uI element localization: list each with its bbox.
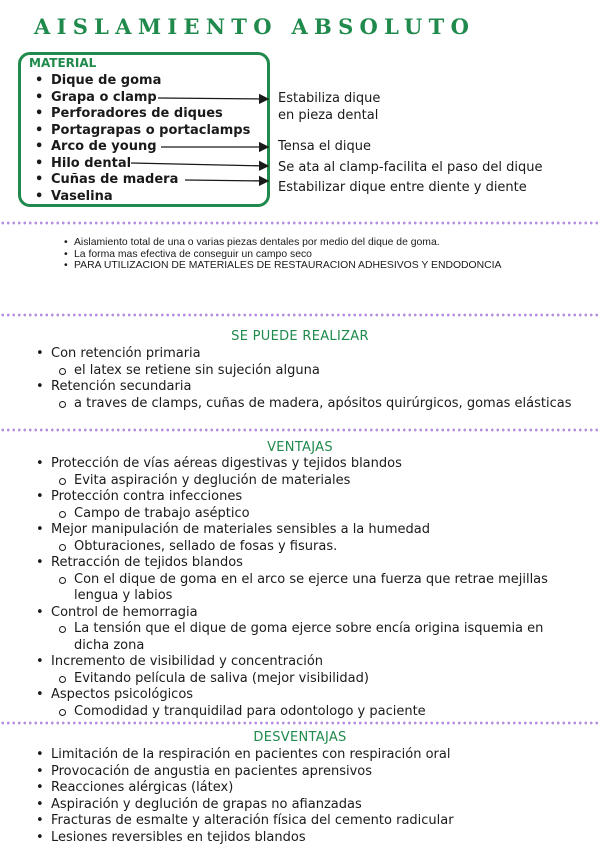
sub-item: La tensión que el dique de goma ejerce sobre encía origina isquemia en dicha zona: [34, 621, 574, 654]
sub-item: Campo de trabajo aséptico: [34, 506, 574, 523]
intro-item: • PARA UTILIZACION DE MATERIALES DE RESTAURACION ADHESIVOS Y ENDODONCIA: [62, 260, 532, 272]
sub-item: el latex se retiene sin sujeción alguna: [34, 363, 574, 380]
page-title: AISLAMIENTO ABSOLUTO: [34, 14, 476, 39]
ventajas-list: [34, 456, 574, 720]
sub-item: Evitando película de saliva (mejor visibilidad): [34, 671, 574, 688]
sub-item: a traves de clamps, cuñas de madera, apósitos quirúrgicos, gomas elásticas: [34, 396, 574, 413]
section-heading-realizar: SE PUEDE REALIZAR: [231, 329, 369, 344]
desventajas-list: [34, 747, 574, 846]
note-arco: Tensa el dique: [278, 139, 371, 154]
list-item: • Control de hemorragia: [34, 605, 574, 622]
list-item: • Aspiración y deglución de grapas no afianzadas: [34, 797, 574, 814]
divider: [0, 721, 600, 725]
material-item: • Portagrapas o portaclamps: [29, 123, 250, 140]
list-item: • Con retención primaria: [34, 346, 574, 363]
arrow-cunas: [185, 180, 268, 181]
material-item: • Hilo dental: [29, 156, 250, 173]
list-item: • Lesiones reversibles en tejidos blandos: [34, 830, 574, 847]
note-cunas: Estabilizar dique entre diente y diente: [278, 180, 527, 195]
note-grapa-1: Estabiliza dique: [278, 91, 381, 106]
list-item: • Reacciones alérgicas (látex): [34, 780, 574, 797]
list-item: • Aspectos psicológicos: [34, 687, 574, 704]
arrow-grapa: [158, 98, 268, 99]
list-item: • Protección de vías aéreas digestivas y tejidos blandos: [34, 456, 574, 473]
arrow-hilo: [131, 163, 268, 166]
list-item: • Retracción de tejidos blandos: [34, 555, 574, 572]
material-item: • Perforadores de diques: [29, 106, 250, 123]
material-item: • Vaselina: [29, 189, 250, 206]
realizar-list: [34, 346, 574, 412]
divider: [0, 313, 600, 317]
list-item: • Mejor manipulación de materiales sensibles a la humedad: [34, 522, 574, 539]
note-grapa-2: en pieza dental: [278, 108, 379, 123]
sub-item: Con el dique de goma en el arco se ejerce una fuerza que retrae mejillas lengua y labios: [34, 572, 574, 605]
material-item: • Cuñas de madera: [29, 172, 250, 189]
material-heading: MATERIAL: [29, 56, 97, 70]
divider: [0, 428, 600, 432]
material-item: • Grapa o clamp: [29, 90, 250, 107]
list-item: • Retención secundaria: [34, 379, 574, 396]
intro-item: • La forma mas efectiva de conseguir un campo seco: [62, 249, 532, 261]
divider: [0, 221, 600, 225]
list-item: • Fracturas de esmalte y alteración física del cemento radicular: [34, 813, 574, 830]
section-heading-desventajas: DESVENTAJAS: [253, 730, 347, 745]
intro-list: [62, 237, 532, 272]
list-item: • Protección contra infecciones: [34, 489, 574, 506]
intro-item: • Aislamiento total de una o varias piezas dentales por medio del dique de goma.: [62, 237, 532, 249]
material-item: • Dique de goma: [29, 73, 250, 90]
note-hilo: Se ata al clamp-facilita el paso del dique: [278, 160, 543, 175]
list-item: • Provocación de angustia en pacientes aprensivos: [34, 764, 574, 781]
sub-item: Evita aspiración y deglución de materiales: [34, 473, 574, 490]
list-item: • Limitación de la respiración en pacientes con respiración oral: [34, 747, 574, 764]
sub-item: Comodidad y tranquidilad para odontologo y paciente: [34, 704, 574, 721]
list-item: • Incremento de visibilidad y concentración: [34, 654, 574, 671]
material-item: • Arco de young: [29, 139, 250, 156]
sub-item: Obturaciones, sellado de fosas y fisuras.: [34, 539, 574, 556]
section-heading-ventajas: VENTAJAS: [267, 440, 333, 455]
